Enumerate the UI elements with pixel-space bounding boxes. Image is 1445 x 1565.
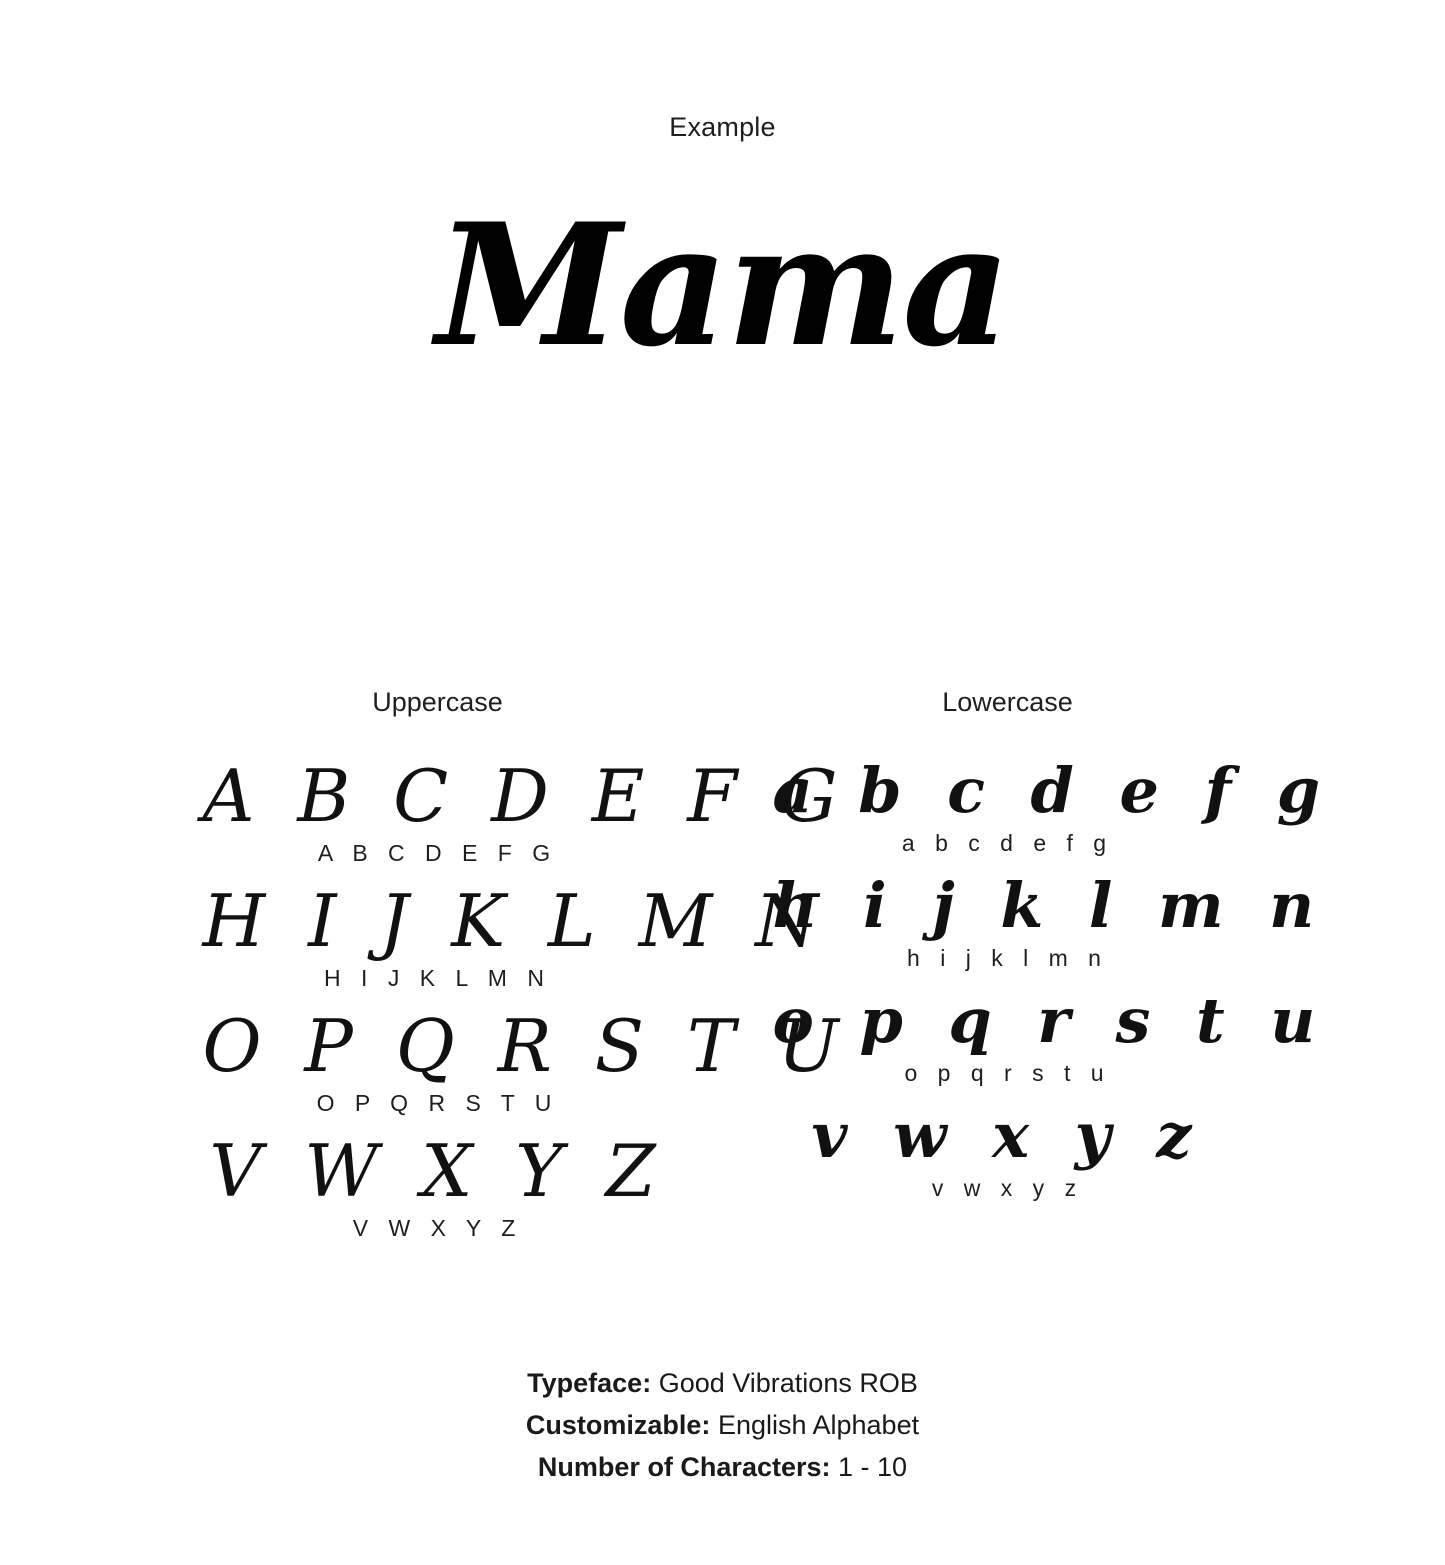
product-personalization-graphic <box>0 112 1445 1565</box>
uppercase-script-row: O P Q R S T U <box>202 1004 849 1088</box>
lowercase-row-group <box>772 984 1328 1087</box>
customizable-line <box>0 1405 1445 1447</box>
lowercase-plain-row: o p q r s t u <box>904 1060 1111 1086</box>
uppercase-plain-row: V W X Y Z <box>352 1215 523 1241</box>
characters-line <box>0 1447 1445 1489</box>
uppercase-script-row: V W X Y Z <box>209 1129 666 1213</box>
uppercase-row-group <box>202 1004 849 1117</box>
uppercase-row-group <box>202 754 848 867</box>
typeface-label: Typeface: <box>527 1368 652 1399</box>
lowercase-row-group <box>773 1099 1243 1202</box>
example-label: Example <box>669 112 776 142</box>
uppercase-row-group <box>203 1129 673 1242</box>
lowercase-plain-row: a b c d e f g <box>901 830 1114 856</box>
characters-label: Number of Characters: <box>537 1452 831 1483</box>
characters-value: 1 - 10 <box>838 1452 908 1483</box>
lowercase-script-row: v w x y z <box>811 1099 1204 1172</box>
lowercase-column <box>772 687 1333 1260</box>
lowercase-row-group <box>772 869 1327 972</box>
lowercase-title: Lowercase <box>942 687 1073 717</box>
typeface-value: Good Vibrations ROB <box>658 1368 918 1399</box>
customizable-value: English Alphabet <box>717 1410 920 1441</box>
uppercase-column <box>202 687 849 1260</box>
example-word-preview: Mama <box>435 186 1010 384</box>
lowercase-row-group <box>772 754 1333 857</box>
uppercase-row-group <box>202 879 829 992</box>
uppercase-plain-row: O P Q R S T U <box>316 1090 559 1116</box>
lowercase-script-row: h i j k l m n <box>772 869 1327 942</box>
uppercase-script-row: H I J K L M N <box>202 879 829 963</box>
customizable-label: Customizable: <box>525 1410 711 1441</box>
lowercase-plain-row: v w x y z <box>931 1175 1084 1201</box>
lowercase-script-row: o p q r s t u <box>772 984 1328 1057</box>
specs-footer <box>0 1363 1445 1489</box>
uppercase-script-row: A B C D E F G <box>202 754 848 838</box>
uppercase-plain-row: H I J K L M N <box>324 965 551 991</box>
uppercase-title: Uppercase <box>372 687 503 717</box>
lowercase-plain-row: h i j k l m n <box>907 945 1108 971</box>
typeface-line <box>0 1363 1445 1405</box>
uppercase-plain-row: A B C D E F G <box>317 840 558 866</box>
lowercase-script-row: a b c d e f g <box>772 754 1333 827</box>
alphabet-columns <box>0 687 1445 1260</box>
